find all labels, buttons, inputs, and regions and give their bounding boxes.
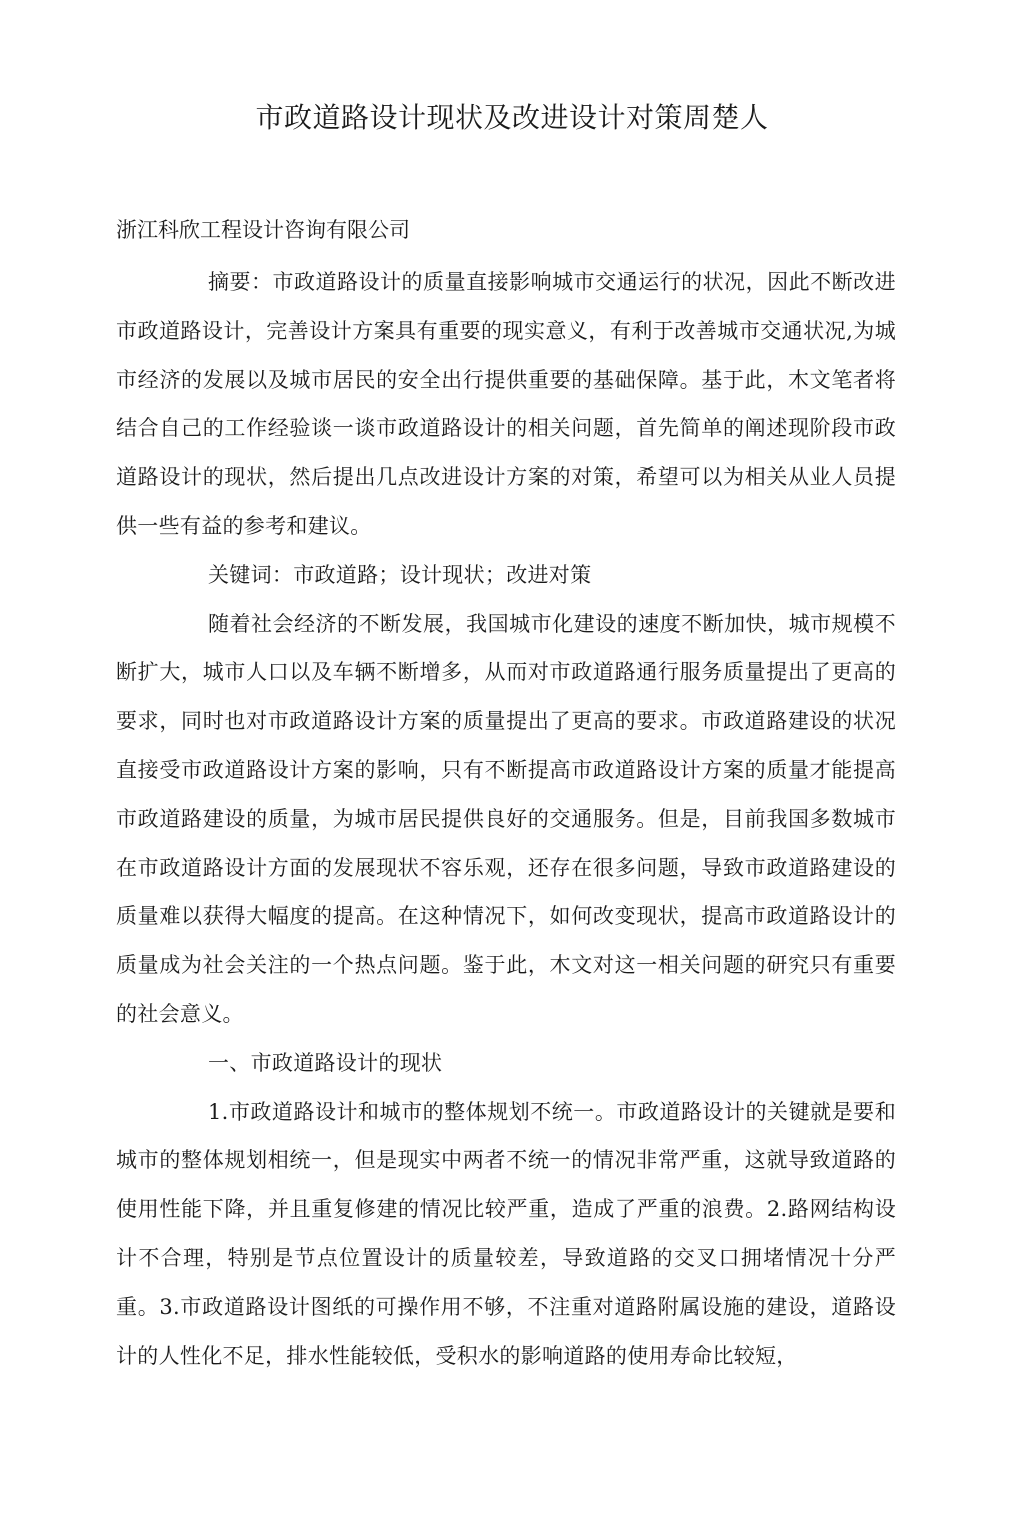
keywords-paragraph: 关键词：市政道路；设计现状；改进对策 [208,562,592,587]
abstract-paragraph: 摘要：市政道路设计的质量直接影响城市交通运行的状况，因此不断改进市政道路设计，完善设计方案具有重要的现实意义，有利于改善城市交通状况,为城市经济的发展以及城市居民的安全出行提供重要的基础保障。基于此，木文笔者将结合自己的工作经验谈一谈市政道路设计的相关问题，首先简单的阐述现阶段市政道路设计的现状，然后提出几点改进设计方案的对策，希望可以为相关从业人员提供一些有益的参考和建议。 [116,270,896,538]
document-title: 市政道路设计现状及改进设计对策周楚人 [255,101,769,134]
introduction-paragraph: 随着社会经济的不断发展，我国城市化建设的速度不断加快，城市规模不断扩大，城市人口以及车辆不断增多，从而对市政道路通行服务质量提出了更高的要求，同时也对市政道路设计方案的质量提出了更高的要求。市政道路建设的状况直接受市政道路设计方案的影响，只有不断提高市政道路设计方案的质量才能提高市政道路建设的质量，为城市居民提供良好的交通服务。但是，目前我国多数城市在市政道路设计方面的发展现状不容乐观，还存在很多问题，导致市政道路建设的质量难以获得大幅度的提高。在这种情况下，如何改变现状，提高市政道路设计的质量成为社会关注的一个热点问题。鉴于此，木文对这一相关问题的研究只有重要的社会意义。 [116,611,896,1026]
section-paragraph: 1.市政道路设计和城市的整体规划不统一。市政道路设计的关键就是要和城市的整体规划相统一，但是现实中两者不统一的情况非常严重，这就导致道路的使用性能下降，并且重复修建的情况比较严重，造成了严重的浪费。2.路网结构设计不合理，特别是节点位置设计的质量较差，导致道路的交叉口拥堵情况十分严重。3.市政道路设计图纸的可操作用不够，不注重对道路附属设施的建设，道路设计的人性化不足，排水性能较低，受积水的影响道路的使用寿命比较短， [116,1099,896,1368]
section-heading: 一、市政道路设计的现状 [208,1050,443,1075]
document-body [116,258,896,1380]
author-organization: 浙江科欣工程设计咨询有限公司 [116,218,410,242]
